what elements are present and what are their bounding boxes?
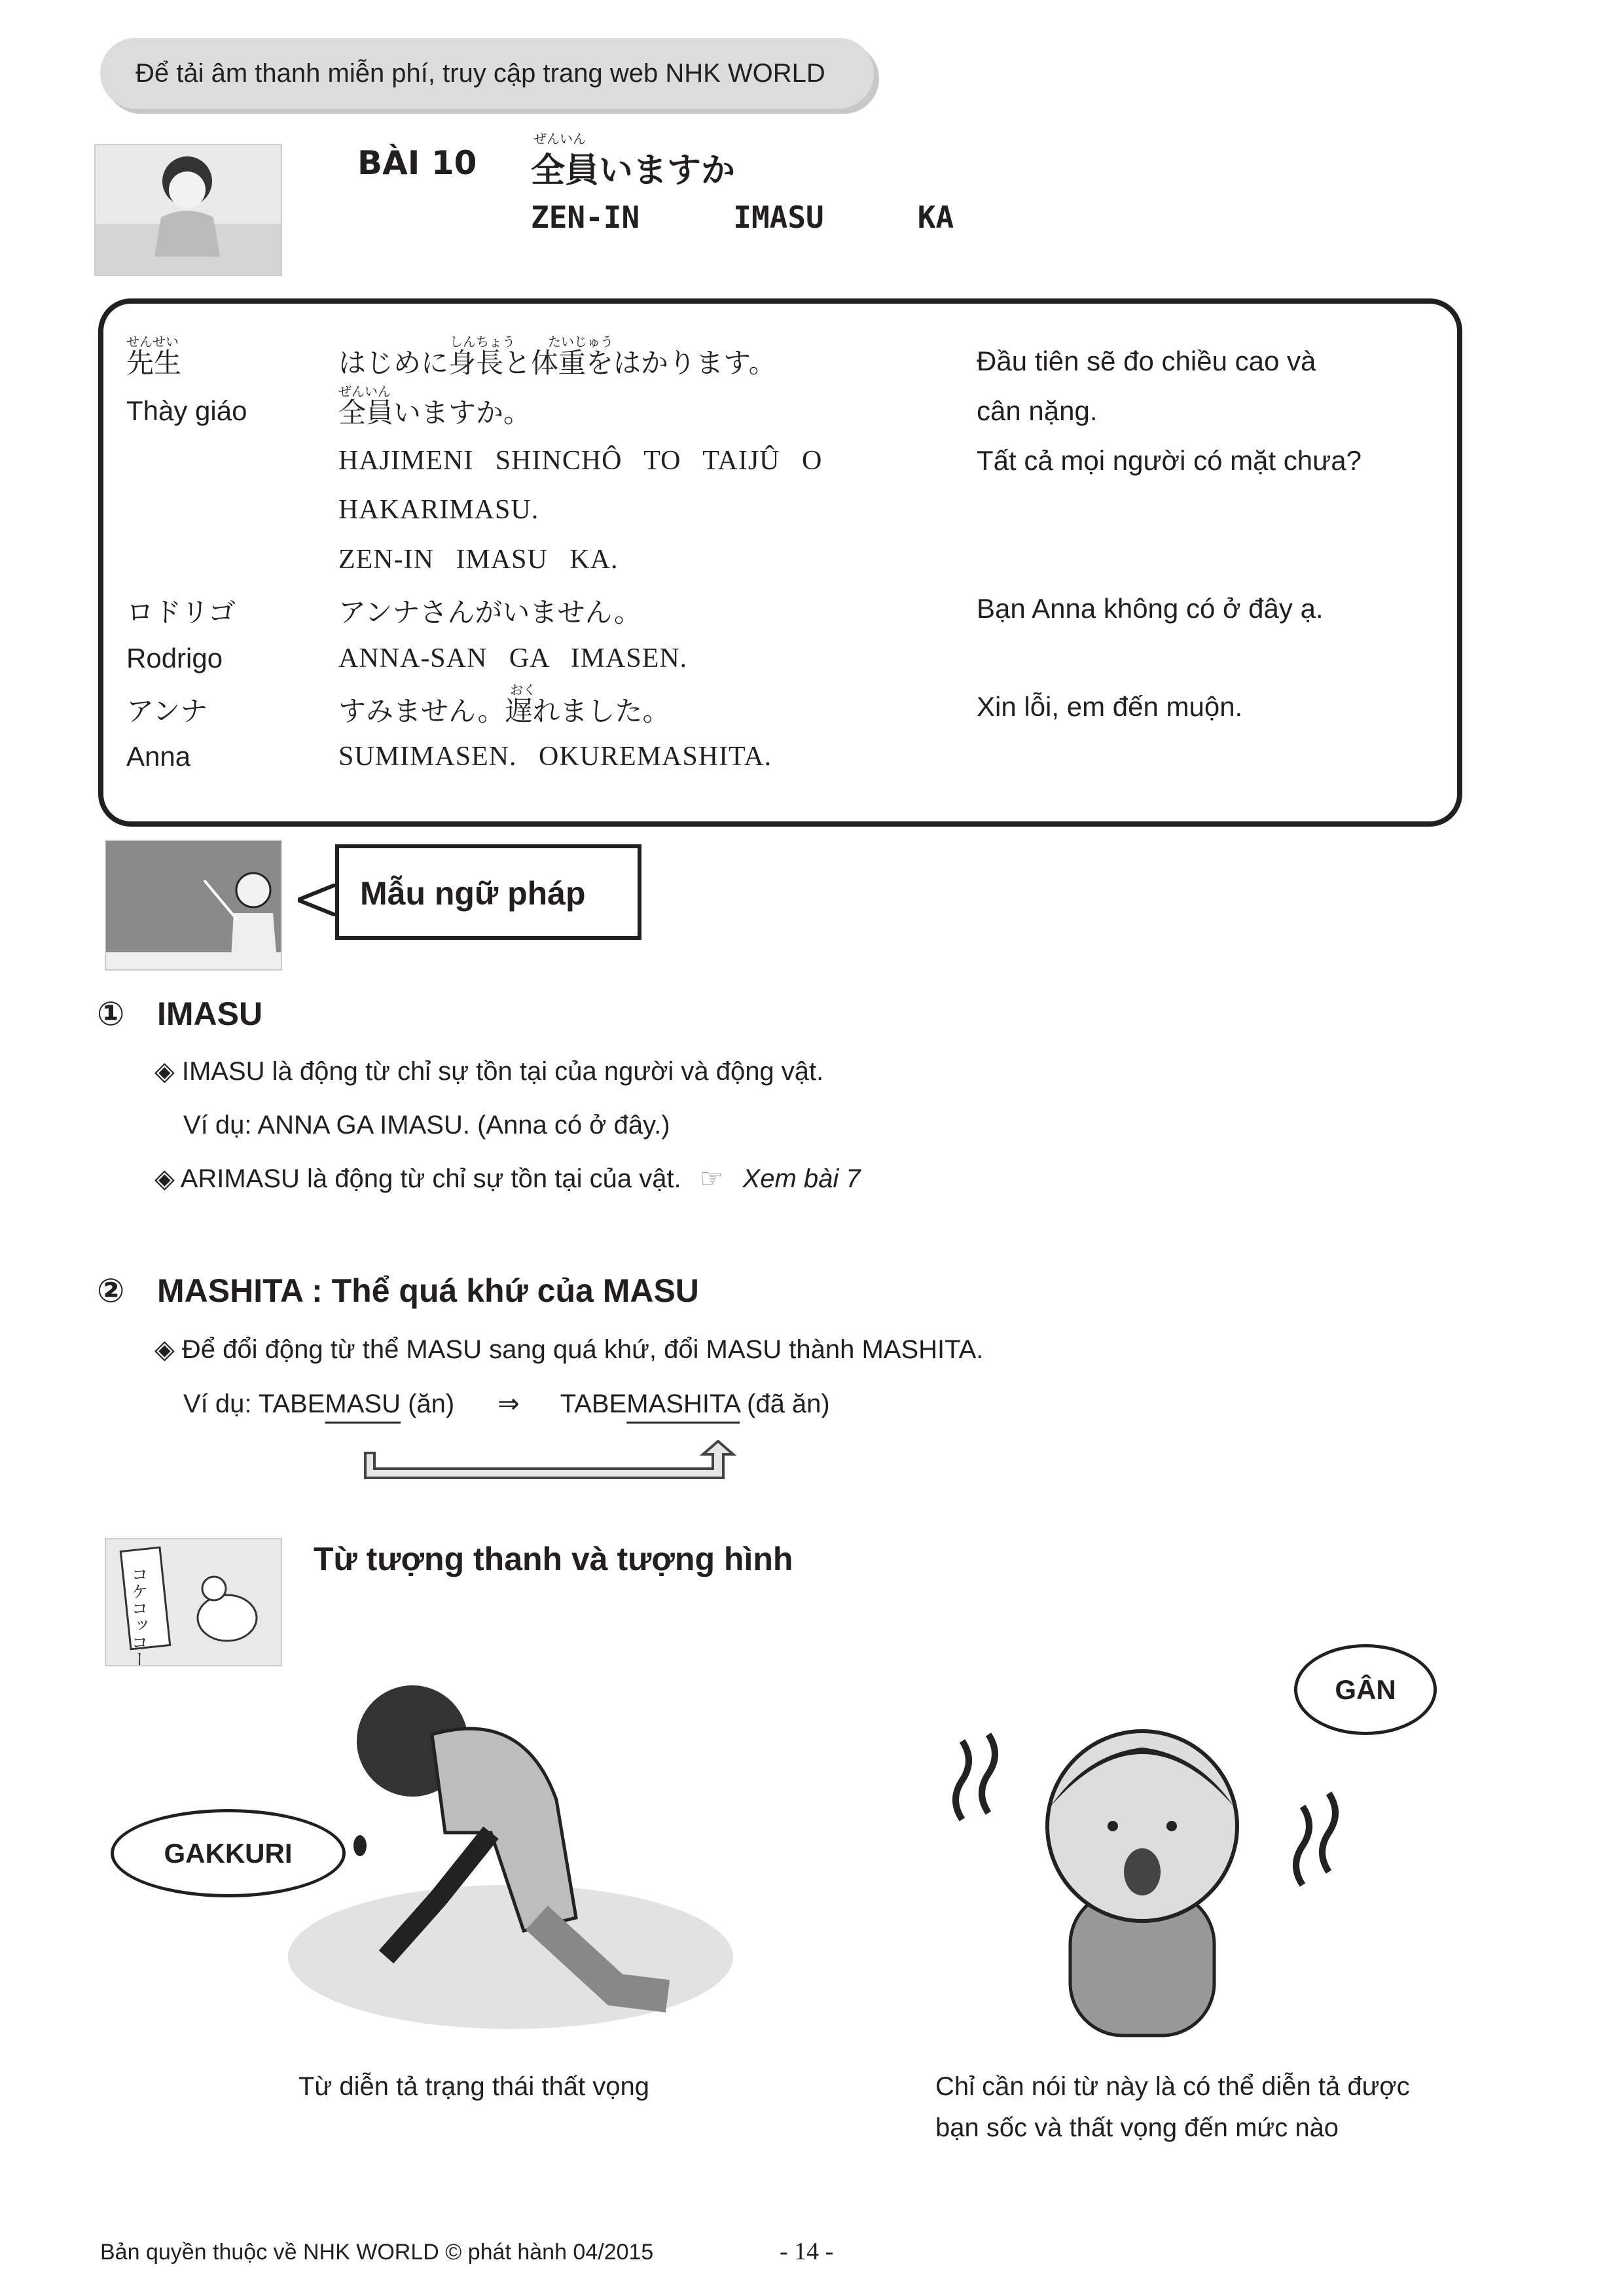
line-vi: Xin lỗi, em đến muộn. — [977, 691, 1243, 722]
line-romaji: ZEN-IN IMASU KA. — [338, 545, 619, 575]
section-title: MASHITA : Thể quá khứ của MASU — [157, 1272, 699, 1309]
line-jp: アンナさんがいません。 — [338, 597, 641, 628]
shocked-girl-illustration — [936, 1676, 1348, 2042]
speaker-rodrigo-jp: ロドリゴ — [126, 597, 236, 628]
title-ruby: ぜんいん — [533, 132, 586, 147]
diamond-icon: ◈ — [154, 1335, 182, 1364]
line-vi: Tất cả mọi người có mặt chưa? — [977, 445, 1362, 476]
speech-bubble-gan: GÂN — [1294, 1644, 1437, 1735]
download-banner — [100, 38, 874, 109]
lesson-title-romaji: ZEN-IN IMASU KA — [531, 200, 954, 235]
line-romaji: HAJIMENI SHINCHÔ TO TAIJÛ O — [338, 446, 823, 476]
caption-right-line1: Chỉ cần nói từ này là có thể diễn tả được — [935, 2072, 1410, 2101]
example: Ví dụ: ANNA GA IMASU. (Anna có ở đây.) — [183, 1111, 670, 1139]
cross-reference-link: Xem bài 7 — [742, 1164, 861, 1193]
diamond-icon: ◈ — [154, 1164, 181, 1193]
arrow-icon: ⇒ — [497, 1390, 520, 1418]
bullet: ◈ Để đổi động từ thể MASU sang quá khứ, đổi MASU thành MASHITA. — [154, 1335, 984, 1364]
teacher-illustration — [105, 840, 282, 971]
caption-right-line2: bạn sốc và thất vọng đến mức nào — [935, 2113, 1339, 2142]
bullet: ◈ IMASU là động từ chỉ sự tồn tại của người và động vật. — [154, 1057, 824, 1086]
line-vi: cân nặng. — [977, 395, 1098, 426]
section-title: IMASU — [157, 996, 263, 1032]
speaker-teacher: Thày giáo — [126, 395, 247, 426]
line-jp: ぜんいん 全員いますか。 — [338, 385, 532, 428]
svg-text:コケコッコー: コケコッコー — [129, 1566, 149, 1665]
lesson-illustration — [94, 144, 282, 276]
speaker-rodrigo: Rodrigo — [126, 643, 223, 673]
speaker-teacher-jp: せんせい 先生 — [126, 335, 182, 378]
diamond-icon: ◈ — [154, 1057, 182, 1086]
speech-bubble-gakkuri: GAKKURI — [111, 1809, 346, 1897]
line-romaji: SUMIMASEN. OKUREMASHITA. — [338, 742, 772, 772]
line-jp: おく すみません。遅れました。 — [338, 683, 670, 726]
pointing-hand-icon: ☞ — [699, 1164, 723, 1193]
line-vi: Đầu tiên sẽ đo chiều cao và — [977, 346, 1316, 376]
section-number: ② — [97, 1272, 125, 1309]
speaker-anna-jp: アンナ — [126, 696, 208, 726]
transform-arrow — [360, 1440, 740, 1482]
line-vi: Bạn Anna không có ở đây ạ. — [977, 593, 1324, 624]
copyright: Bản quyền thuộc về NHK WORLD © phát hành 04/2015 — [100, 2240, 654, 2265]
page-number: - 14 - — [780, 2238, 834, 2265]
line-jp: しんちょう たいじゅう はじめに身長と体重をはかります。 — [338, 335, 776, 378]
dialogue-box — [98, 298, 1462, 827]
lesson-number: BÀI 10 — [357, 144, 477, 182]
grammar-callout: Mẫu ngữ pháp — [335, 844, 641, 940]
example: Ví dụ: TABEMASU (ăn) ⇒ TABEMASHITA (đã ăn) — [183, 1390, 830, 1418]
line-romaji: HAKARIMASU. — [338, 495, 539, 525]
bullet: ◈ ARIMASU là động từ chỉ sự tồn tại của vật. ☞ Xem bài 7 — [154, 1164, 861, 1193]
section-number: ① — [97, 996, 125, 1032]
line-romaji: ANNA-SAN GA IMASEN. — [338, 643, 688, 673]
disappointed-man-illustration — [275, 1682, 746, 2042]
lesson-title-jp: ぜんいん 全員いますか — [531, 143, 735, 192]
caption-left: Từ diễn tả trạng thái thất vọng — [298, 2072, 649, 2101]
banner-text: Để tải âm thanh miễn phí, truy cập trang web NHK WORLD — [135, 59, 825, 88]
rooster-illustration — [105, 1538, 282, 1666]
onomatopoeia-title: Từ tượng thanh và tượng hình — [314, 1541, 793, 1577]
callout-pointer — [298, 884, 338, 916]
speaker-anna: Anna — [126, 741, 191, 772]
